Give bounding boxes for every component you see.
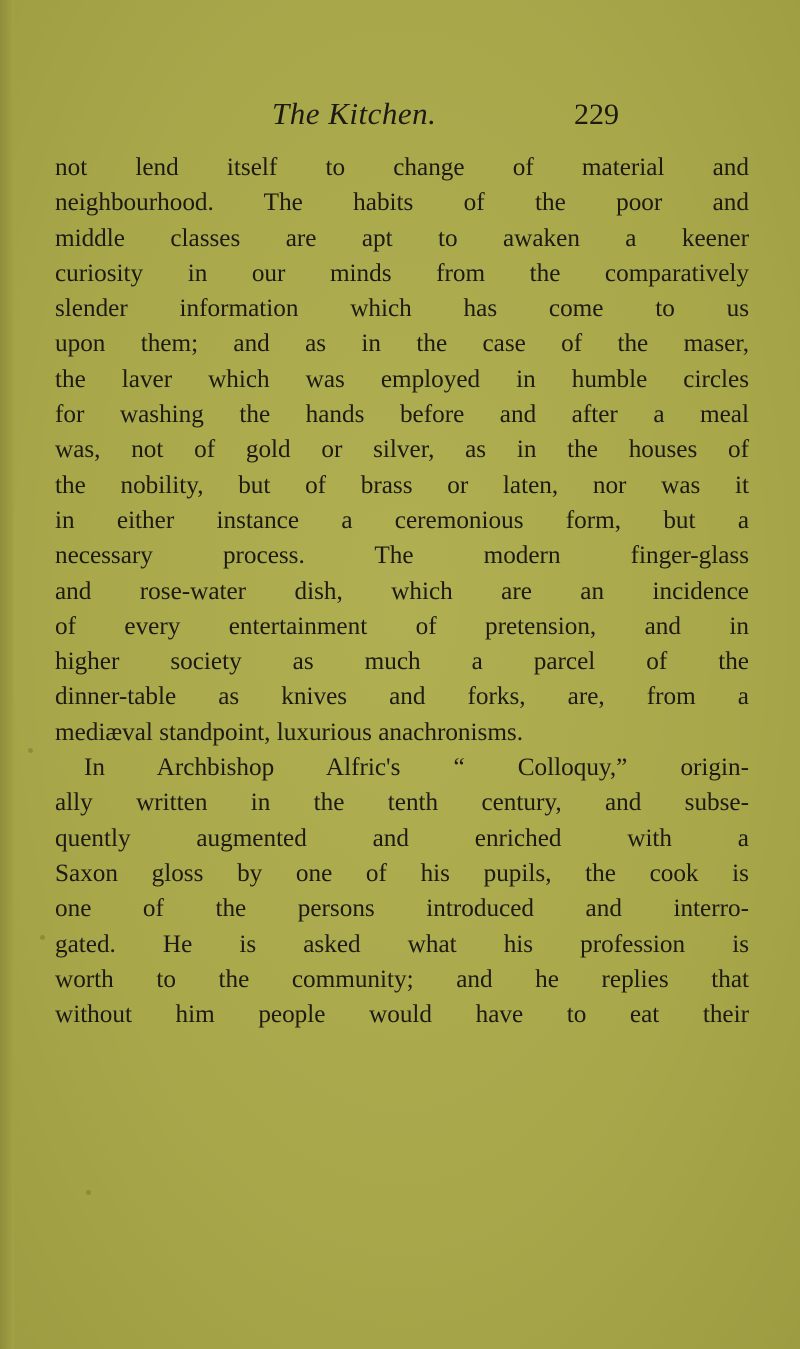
paper-speck	[40, 935, 45, 940]
text-line: middle classes are apt to awaken a keener	[55, 224, 749, 252]
text-line: dinner-table as knives and forks, are, from a	[55, 683, 749, 711]
text-line: the nobility, but of brass or laten, nor was it	[55, 471, 749, 499]
paragraph-end-line: mediæval standpoint, luxurious anachronisms.	[55, 718, 524, 746]
text-line: in either instance a ceremonious form, but a	[55, 506, 749, 534]
paper-speck	[86, 1190, 91, 1195]
paper-speck	[28, 748, 33, 753]
text-line: for washing the hands before and after a meal	[55, 401, 749, 429]
text-line: the laver which was employed in humble circles	[55, 365, 749, 393]
page-spine-edge	[0, 0, 14, 1349]
text-line: Saxon gloss by one of his pupils, the cook is	[55, 859, 749, 887]
text-line: was, not of gold or silver, as in the houses of	[55, 436, 749, 464]
text-line: worth to the community; and he replies that	[55, 965, 749, 993]
text-line: necessary process. The modern finger-glass	[55, 542, 749, 570]
text-line: ally written in the tenth century, and subse-	[55, 789, 749, 817]
body-text	[55, 150, 749, 1032]
text-line: higher society as much a parcel of the	[55, 648, 749, 676]
page-number: 229	[574, 98, 619, 131]
text-line: and rose-water dish, which are an incidence	[55, 577, 749, 605]
text-line: one of the persons introduced and interro-	[55, 895, 749, 923]
text-line: quently augmented and enriched with a	[55, 824, 749, 852]
running-title: The Kitchen.	[272, 96, 437, 131]
text-line: upon them; and as in the case of the maser,	[55, 330, 749, 358]
text-line: gated. He is asked what his profession is	[55, 930, 749, 958]
running-head	[0, 96, 800, 136]
text-line: curiosity in our minds from the comparatively	[55, 259, 749, 287]
paragraph-first-line: In Archbishop Alfric's “ Colloquy,” origin-	[84, 754, 749, 782]
text-line: without him people would have to eat their	[55, 1001, 749, 1029]
text-line: neighbourhood. The habits of the poor and	[55, 189, 749, 217]
text-line: of every entertainment of pretension, and in	[55, 612, 749, 640]
text-line: not lend itself to change of material and	[55, 154, 749, 181]
text-line: slender information which has come to us	[55, 295, 749, 323]
